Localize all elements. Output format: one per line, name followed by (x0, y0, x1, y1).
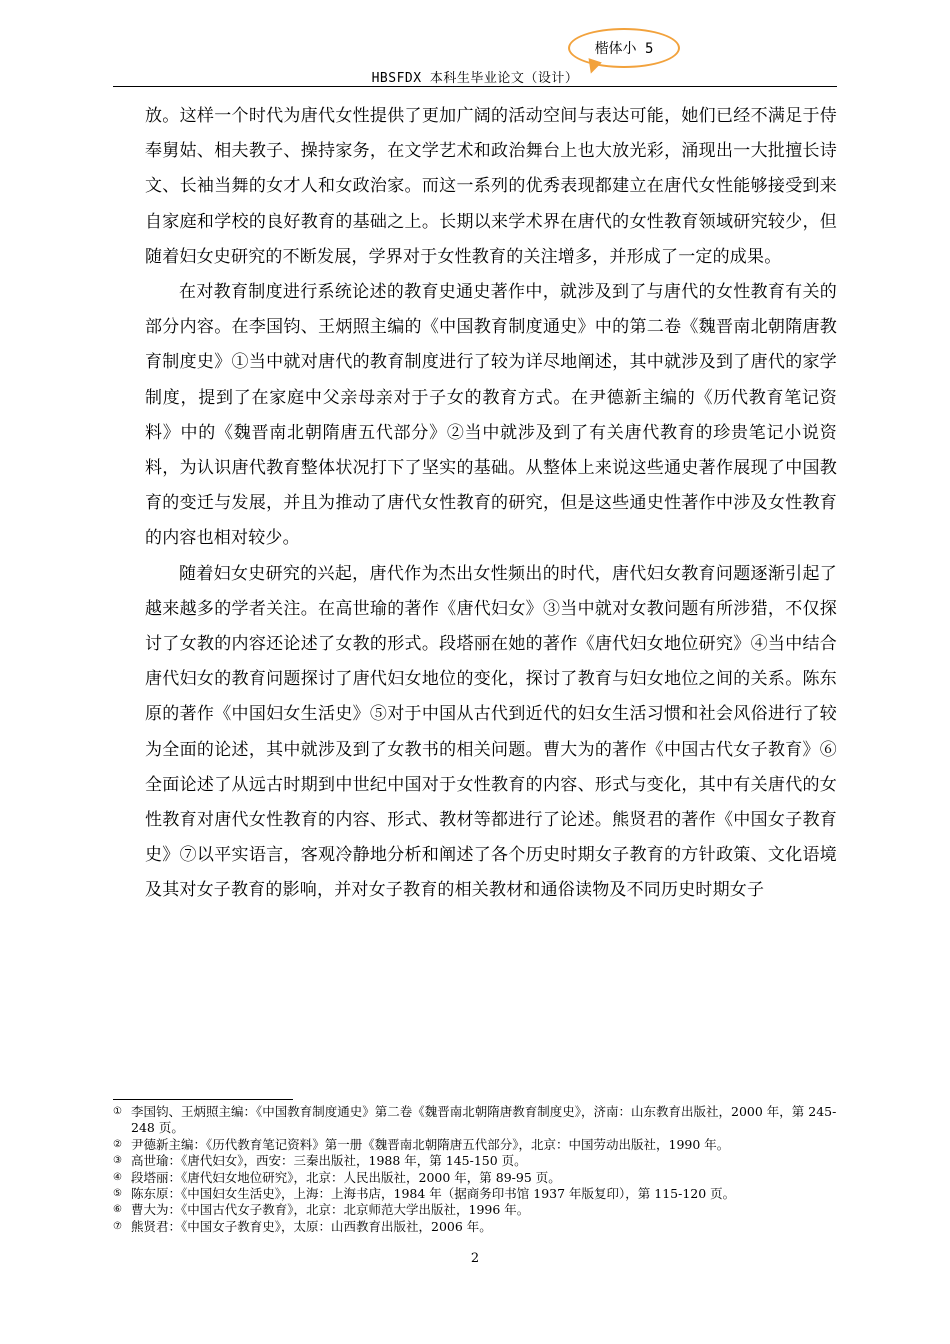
paragraph-continued: 放。这样一个时代为唐代女性提供了更加广阔的活动空间与表达可能，她们已经不满足于侍奉舅姑、相夫教子、操持家务，在文学艺术和政治舞台上也大放光彩，涌现出一大批擅长诗文、长袖当舞的女才人和女政治家。而这一系列的优秀表现都建立在唐代女性能够接受到来自家庭和学校的良好教育的基础之上。长期以来学术界在唐代的女性教育领域研究较少，但随着妇女史研究的不断发展，学界对于女性教育的关注增多，并形成了一定的成果。 (145, 106, 837, 267)
footnote-4 (113, 1170, 837, 1186)
main-body (145, 99, 837, 909)
footnote-mark: ⑤ (113, 1188, 122, 1200)
footnote-text: 陈东原：《中国妇女生活史》，上海：上海书店，1984 年（据商务印书馆 1937 年版复印），第 115-120 页。 (131, 1186, 736, 1202)
footnote-mark: ① (113, 1106, 122, 1117)
footnote-text: 曹大为：《中国古代女子教育》，北京：北京师范大学出版社，1996 年。 (131, 1202, 530, 1218)
footnote-mark: ⑦ (113, 1220, 122, 1232)
running-header: HBSFDX 本科生毕业论文（设计） (371, 71, 579, 86)
footnotes (113, 1104, 837, 1235)
footnote-mark: ⑥ (113, 1204, 122, 1216)
footnote-text: 段塔丽：《唐代妇女地位研究》，北京：人民出版社，2000 年，第 89-95 页。 (131, 1169, 561, 1185)
footnote-text: 高世瑜：《唐代妇女》，西安：三秦出版社，1988 年，第 145-150 页。 (131, 1153, 527, 1169)
footnote-6 (113, 1202, 837, 1218)
footnote-5 (113, 1186, 837, 1202)
paragraph-general-histories: 在对教育制度进行系统论述的教育史通史著作中，就涉及到了与唐代的女性教育有关的部分内容。在李国钧、王炳照主编的《中国教育制度通史》中的第二卷《魏晋南北朝隋唐教育制度史》①当中就对唐代的教育制度进行了较为详尽地阐述，其中就涉及到了唐代的家学制度，提到了在家庭中父亲母亲对于子女的教育方式。在尹德新主编的《历代教育笔记资料》中的《魏晋南北朝隋唐五代部分》②当中就涉及到了有关唐代教育的珍贵笔记小说资料，为认识唐代教育整体状况打下了坚实的基础。从整体上来说这些通史著作展现了中国教育的变迁与发展，并且为推动了唐代女性教育的研究，但是这些通史性著作中涉及女性教育的内容也相对较少。 (145, 282, 837, 549)
footnote-mark: ④ (113, 1171, 122, 1183)
footnote-separator (113, 1099, 293, 1100)
paragraph-womens-history: 随着妇女史研究的兴起，唐代作为杰出女性频出的时代，唐代妇女教育问题逐渐引起了越来越多的学者关注。在高世瑜的著作《唐代妇女》③当中就对女教问题有所涉猎，不仅探讨了女教的内容还论述了女教的形式。段塔丽在她的著作《唐代妇女地位研究》④当中结合唐代妇女的教育问题探讨了唐代妇女地位的变化，探讨了教育与妇女地位之间的关系。陈东原的著作《中国妇女生活史》⑤对于中国从古代到近代的妇女生活习惯和社会风俗进行了较为全面的论述，其中就涉及到了女教书的相关问题。曹大为的著作《中国古代女子教育》⑥全面论述了从远古时期到中世纪中国对于女性教育的内容、形式与变化，其中有关唐代的女性教育对唐代女性教育的内容、形式、教材等都进行了论述。熊贤君的著作《中国女子教育史》⑦以平实语言，客观冷静地分析和阐述了各个历史时期女子教育的方针政策、文化语境及其对女子教育的影响，并对女子教育的相关教材和通俗读物及不同历史时期女子 (145, 563, 837, 901)
footnote-7 (113, 1219, 837, 1235)
footnote-text: 熊贤君：《中国女子教育史》，太原：山西教育出版社，2006 年。 (131, 1218, 492, 1234)
footnote-mark: ③ (113, 1155, 122, 1167)
footnote-mark: ② (113, 1138, 122, 1150)
footnote-2 (113, 1137, 837, 1153)
header-rule (113, 86, 837, 87)
footnote-text: 尹德新主编：《历代教育笔记资料》第一册《魏晋南北朝隋唐五代部分》，北京：中国劳动出版社，1990 年。 (131, 1136, 730, 1152)
footnote-3 (113, 1153, 837, 1169)
format-annotation-bubble (568, 28, 680, 68)
footnote-text: 李国钧、王炳照主编：《中国教育制度通史》第二卷《魏晋南北朝隋唐教育制度史》，济南：山东教育出版社，2000 年，第 245-248 页。 (131, 1104, 837, 1136)
format-annotation-label: 楷体小 5 (594, 41, 654, 57)
page-number: 2 (470, 1251, 480, 1266)
footnote-1 (113, 1104, 837, 1137)
